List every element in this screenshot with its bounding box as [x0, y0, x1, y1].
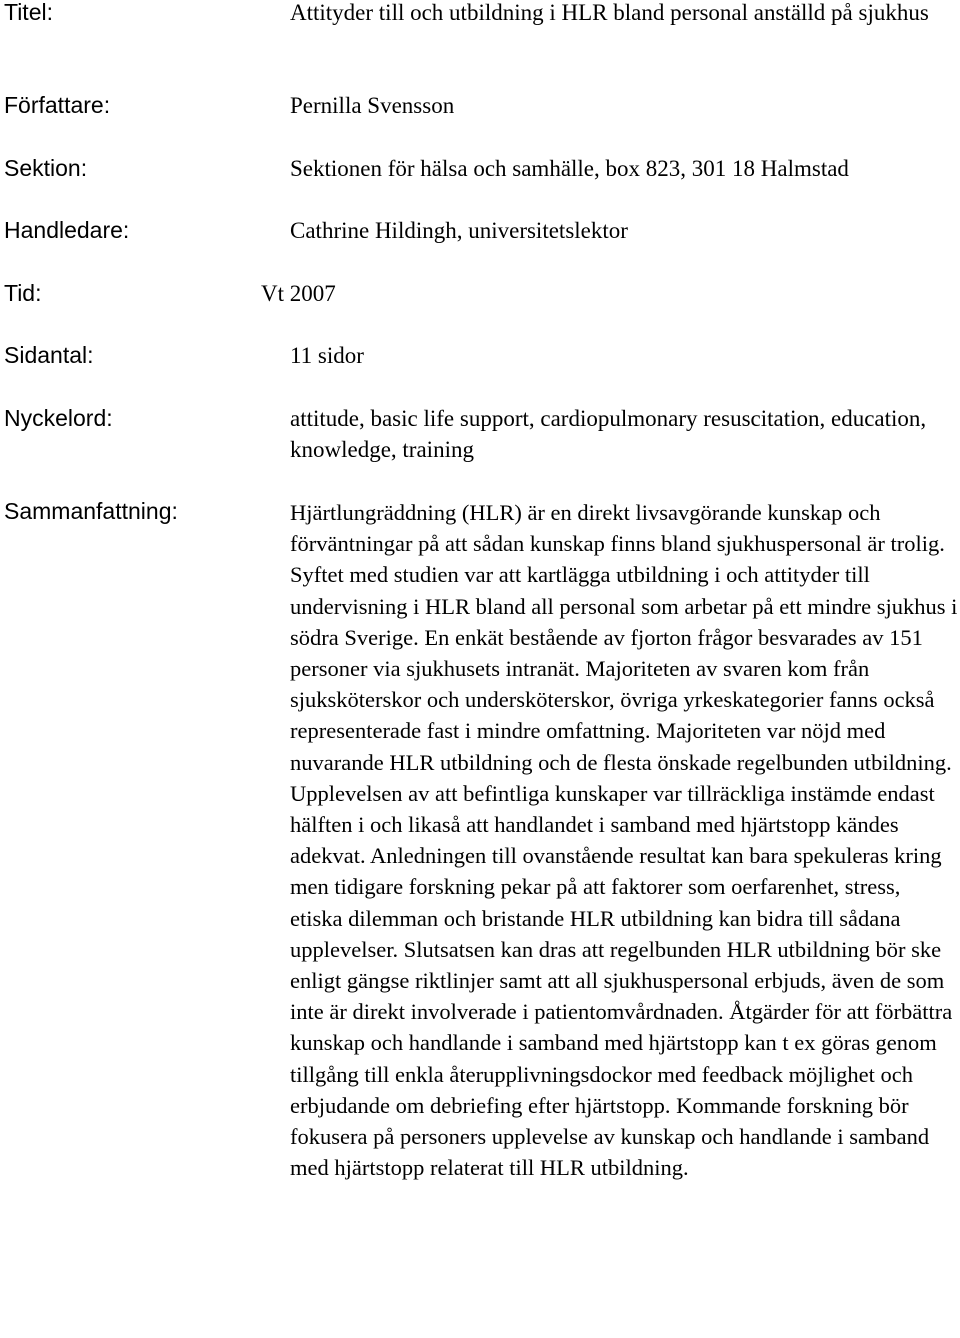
- title-value: Attityder till och utbildning i HLR bland personal anställd på sjukhus: [290, 0, 929, 25]
- title-label: Titel:: [4, 0, 53, 25]
- time-label: Tid:: [4, 280, 42, 306]
- section-value: Sektionen för hälsa och samhälle, box 823, 301 18 Halmstad: [290, 156, 849, 181]
- time-value: Vt 2007: [261, 281, 336, 306]
- pages-label: Sidantal:: [4, 342, 94, 368]
- section-label: Sektion:: [4, 155, 88, 181]
- supervisor-label: Handledare:: [4, 217, 130, 243]
- summary-value: Hjärtlungräddning (HLR) är en direkt livsavgörande kunskap och förväntningar på att sådan kunskap finns bland sjukhuspersonal är trolig. Syftet med studien var att kartlägga utbildning i och attityder till undervisning i HLR bland all personal som arbetar på ett mindre sjukhus i södra Sverige. En enkät bestående av fjorton frågor besvarades av 151 personer via sjukhusets intranät. Majoriteten av svaren kom från sjuksköterskor och undersköterskor, övriga yrkeskategorier fanns också representerade fast i mindre omfattning. Majoriteten var nöjd med nuvarande HLR utbildning och de flesta önskade regelbunden utbildning. Upplevelsen av att befintliga kunskaper var tillräckliga instämde endast hälften i och likaså att handlandet i samband med hjärtstopp kändes adekvat. Anledningen till ovanstående resultat kan bara spekuleras kring men tidigare forskning pekar på att faktorer som oerfarenhet, stress, etiska dilemman och bristande HLR utbildning kan bidra till sådana upplevelser. Slutsatsen kan dras att regelbunden HLR utbildning bör ske enligt gängse riktlinjer samt att all sjukhuspersonal erbjuds, även de som inte är direkt involverade i patientomvårdnaden. Åtgärder för att förbättra kunskap och handlande i samband med hjärtstopp kan t ex göras genom tillgång till enkla återupplivningsdockor med feedback möjlighet och erbjudande om debriefing efter hjärtstopp. Kommande forskning bör fokusera på personers upplevelse av kunskap och handlande i samband med hjärtstopp relaterat till HLR utbildning.: [290, 500, 958, 1181]
- author-value: Pernilla Svensson: [290, 93, 455, 118]
- supervisor-value: Cathrine Hildingh, universitetslektor: [290, 218, 628, 243]
- pages-value: 11 sidor: [290, 343, 364, 368]
- summary-label: Sammanfattning:: [4, 498, 178, 524]
- author-label: Författare:: [4, 92, 111, 118]
- keywords-label: Nyckelord:: [4, 405, 113, 431]
- keywords-value: attitude, basic life support, cardiopulmonary resuscitation, education, knowledge, training: [290, 406, 927, 462]
